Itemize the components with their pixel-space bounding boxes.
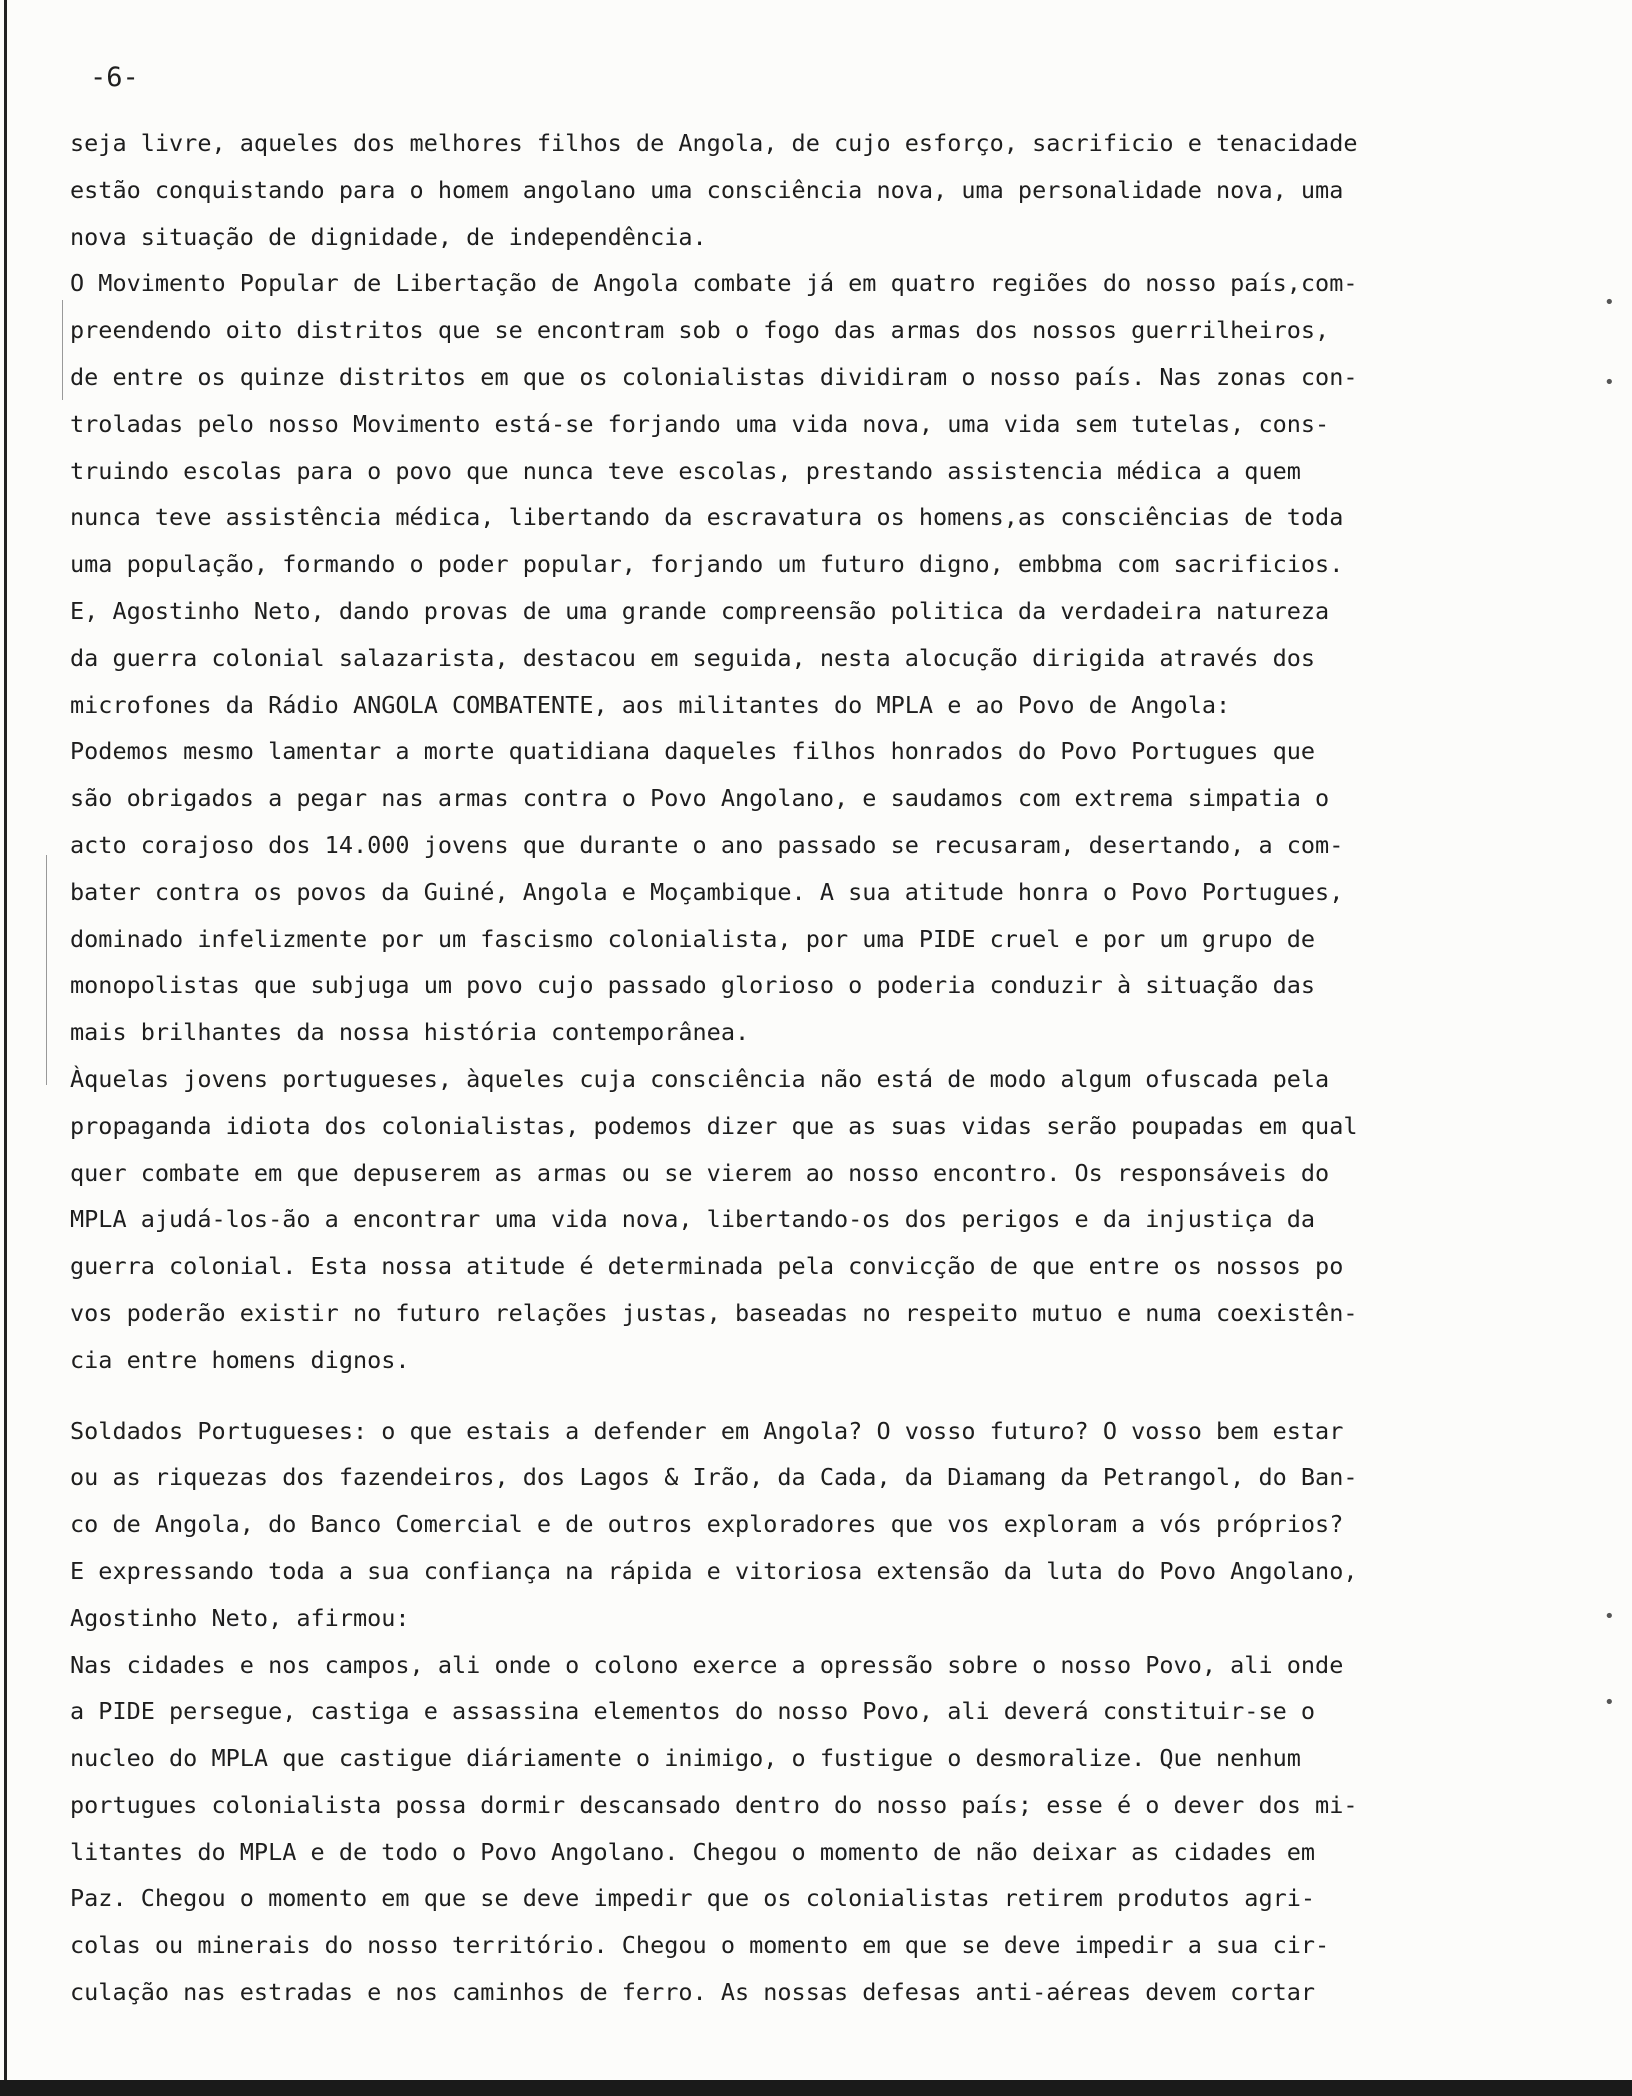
margin-pencil-line — [62, 300, 63, 400]
margin-mark: • — [1604, 292, 1615, 313]
text-line: E expressando toda a sua confiança na rápida e vitoriosa extensão da luta do Povo Angolano, — [70, 1556, 1358, 1585]
paragraph — [70, 1056, 1520, 1384]
text-line: quer combate em que depuserem as armas ou se vierem ao nosso encontro. Os responsáveis do — [70, 1158, 1330, 1187]
margin-pencil-line — [46, 855, 47, 1085]
text-line: Agostinho Neto, afirmou: — [70, 1603, 410, 1632]
text-line: Soldados Portugueses: o que estais a defender em Angola? O vosso futuro? O vosso bem estar — [70, 1416, 1344, 1445]
text-line: acto corajoso dos 14.000 jovens que durante o ano passado se recusaram, desertando, a com- — [70, 830, 1344, 859]
paragraph — [70, 1548, 1520, 1642]
text-line: dominado infelizmente por um fascismo colonialista, por uma PIDE cruel e por um grupo de — [70, 924, 1316, 953]
text-line: nova situação de dignidade, de independência. — [70, 222, 707, 251]
text-line: da guerra colonial salazarista, destacou em seguida, nesta alocução dirigida através dos — [70, 643, 1316, 672]
document-body — [70, 120, 1520, 2016]
text-line: preendendo oito distritos que se encontram sob o fogo das armas dos nossos guerrilheiros, — [70, 316, 1330, 345]
text-line: vos poderão existir no futuro relações justas, baseadas no respeito mutuo e numa coexistên- — [70, 1298, 1358, 1327]
text-line: nucleo do MPLA que castigue diáriamente o inimigo, o fustigue o desmoralize. Que nenhum — [70, 1744, 1301, 1773]
text-line: nunca teve assistência médica, libertando da escravatura os homens,as consciências de toda — [70, 503, 1344, 532]
paragraph — [70, 120, 1520, 260]
paragraph — [70, 588, 1520, 728]
page-number: -6- — [90, 62, 139, 93]
margin-mark: • — [1604, 1692, 1615, 1713]
text-line: O Movimento Popular de Libertação de Angola combate já em quatro regiões do nosso país,com- — [70, 269, 1358, 298]
scan-left-edge — [4, 0, 7, 2080]
paragraph — [70, 260, 1520, 588]
text-line: monopolistas que subjuga um povo cujo passado glorioso o poderia conduzir à situação das — [70, 971, 1316, 1000]
text-line: seja livre, aqueles dos melhores filhos de Angola, de cujo esforço, sacrificio e tenacidade — [70, 129, 1358, 157]
text-line: culação nas estradas e nos caminhos de ferro. As nossas defesas anti-aéreas devem cortar — [70, 1978, 1316, 2007]
text-line: E, Agostinho Neto, dando provas de uma grande compreensão politica da verdadeira natureza — [70, 596, 1330, 625]
text-line: a PIDE persegue, castiga e assassina elementos do nosso Povo, ali deverá constituir-se o — [70, 1697, 1316, 1726]
text-line: de entre os quinze distritos em que os colonialistas dividiram o nosso país. Nas zonas con- — [70, 362, 1358, 391]
text-line: portugues colonialista possa dormir descansado dentro do nosso país; esse é o dever dos mi- — [70, 1790, 1358, 1819]
text-line: co de Angola, do Banco Comercial e de outros exploradores que vos exploram a vós próprios? — [70, 1510, 1344, 1539]
text-line: MPLA ajudá-los-ão a encontrar uma vida nova, libertando-os dos perigos e da injustiça da — [70, 1205, 1316, 1234]
text-line: são obrigados a pegar nas armas contra o Povo Angolano, e saudamos com extrema simpatia o — [70, 784, 1330, 813]
margin-mark: • — [1604, 1606, 1615, 1627]
text-line: mais brilhantes da nossa história contemporânea. — [70, 1018, 750, 1047]
text-line: Nas cidades e nos campos, ali onde o colono exerce a opressão sobre o nosso Povo, ali onde — [70, 1650, 1344, 1679]
text-line: bater contra os povos da Guiné, Angola e Moçambique. A sua atitude honra o Povo Portugues, — [70, 877, 1344, 906]
text-line: Podemos mesmo lamentar a morte quatidiana daqueles filhos honrados do Povo Portugues que — [70, 737, 1316, 766]
text-line: Paz. Chegou o momento em que se deve impedir que os colonialistas retirem produtos agri- — [70, 1884, 1316, 1913]
margin-mark: • — [1604, 372, 1615, 393]
text-line: microfones da Rádio ANGOLA COMBATENTE, aos militantes do MPLA e ao Povo de Angola: — [70, 690, 1231, 719]
scan-bottom-edge — [0, 2080, 1632, 2096]
text-line: Àquelas jovens portugueses, àqueles cuja consciência não está de modo algum ofuscada pela — [70, 1064, 1330, 1093]
text-line: colas ou minerais do nosso território. Chegou o momento em que se deve impedir a sua cir- — [70, 1931, 1330, 1960]
text-line: troladas pelo nosso Movimento está-se forjando uma vida nova, uma vida sem tutelas, cons- — [70, 409, 1330, 438]
paragraph — [70, 1408, 1520, 1548]
text-line: guerra colonial. Esta nossa atitude é determinada pela convicção de que entre os nossos po — [70, 1252, 1344, 1281]
paragraph — [70, 728, 1520, 1056]
text-line: propaganda idiota dos colonialistas, podemos dizer que as suas vidas serão poupadas em qual — [70, 1111, 1358, 1140]
paragraph-gap — [70, 1384, 1520, 1408]
text-line: truindo escolas para o povo que nunca teve escolas, prestando assistencia médica a quem — [70, 456, 1301, 485]
paragraph — [70, 1642, 1520, 2016]
text-line: litantes do MPLA e de todo o Povo Angolano. Chegou o momento de não deixar as cidades em — [70, 1837, 1316, 1866]
text-line: cia entre homens dignos. — [70, 1345, 410, 1374]
text-line: uma população, formando o poder popular, forjando um futuro digno, embbma com sacrificios. — [70, 550, 1344, 579]
text-line: estão conquistando para o homem angolano uma consciência nova, uma personalidade nova, uma — [70, 175, 1344, 204]
text-line: ou as riquezas dos fazendeiros, dos Lagos & Irão, da Cada, da Diamang da Petrangol, do Ban- — [70, 1463, 1358, 1492]
